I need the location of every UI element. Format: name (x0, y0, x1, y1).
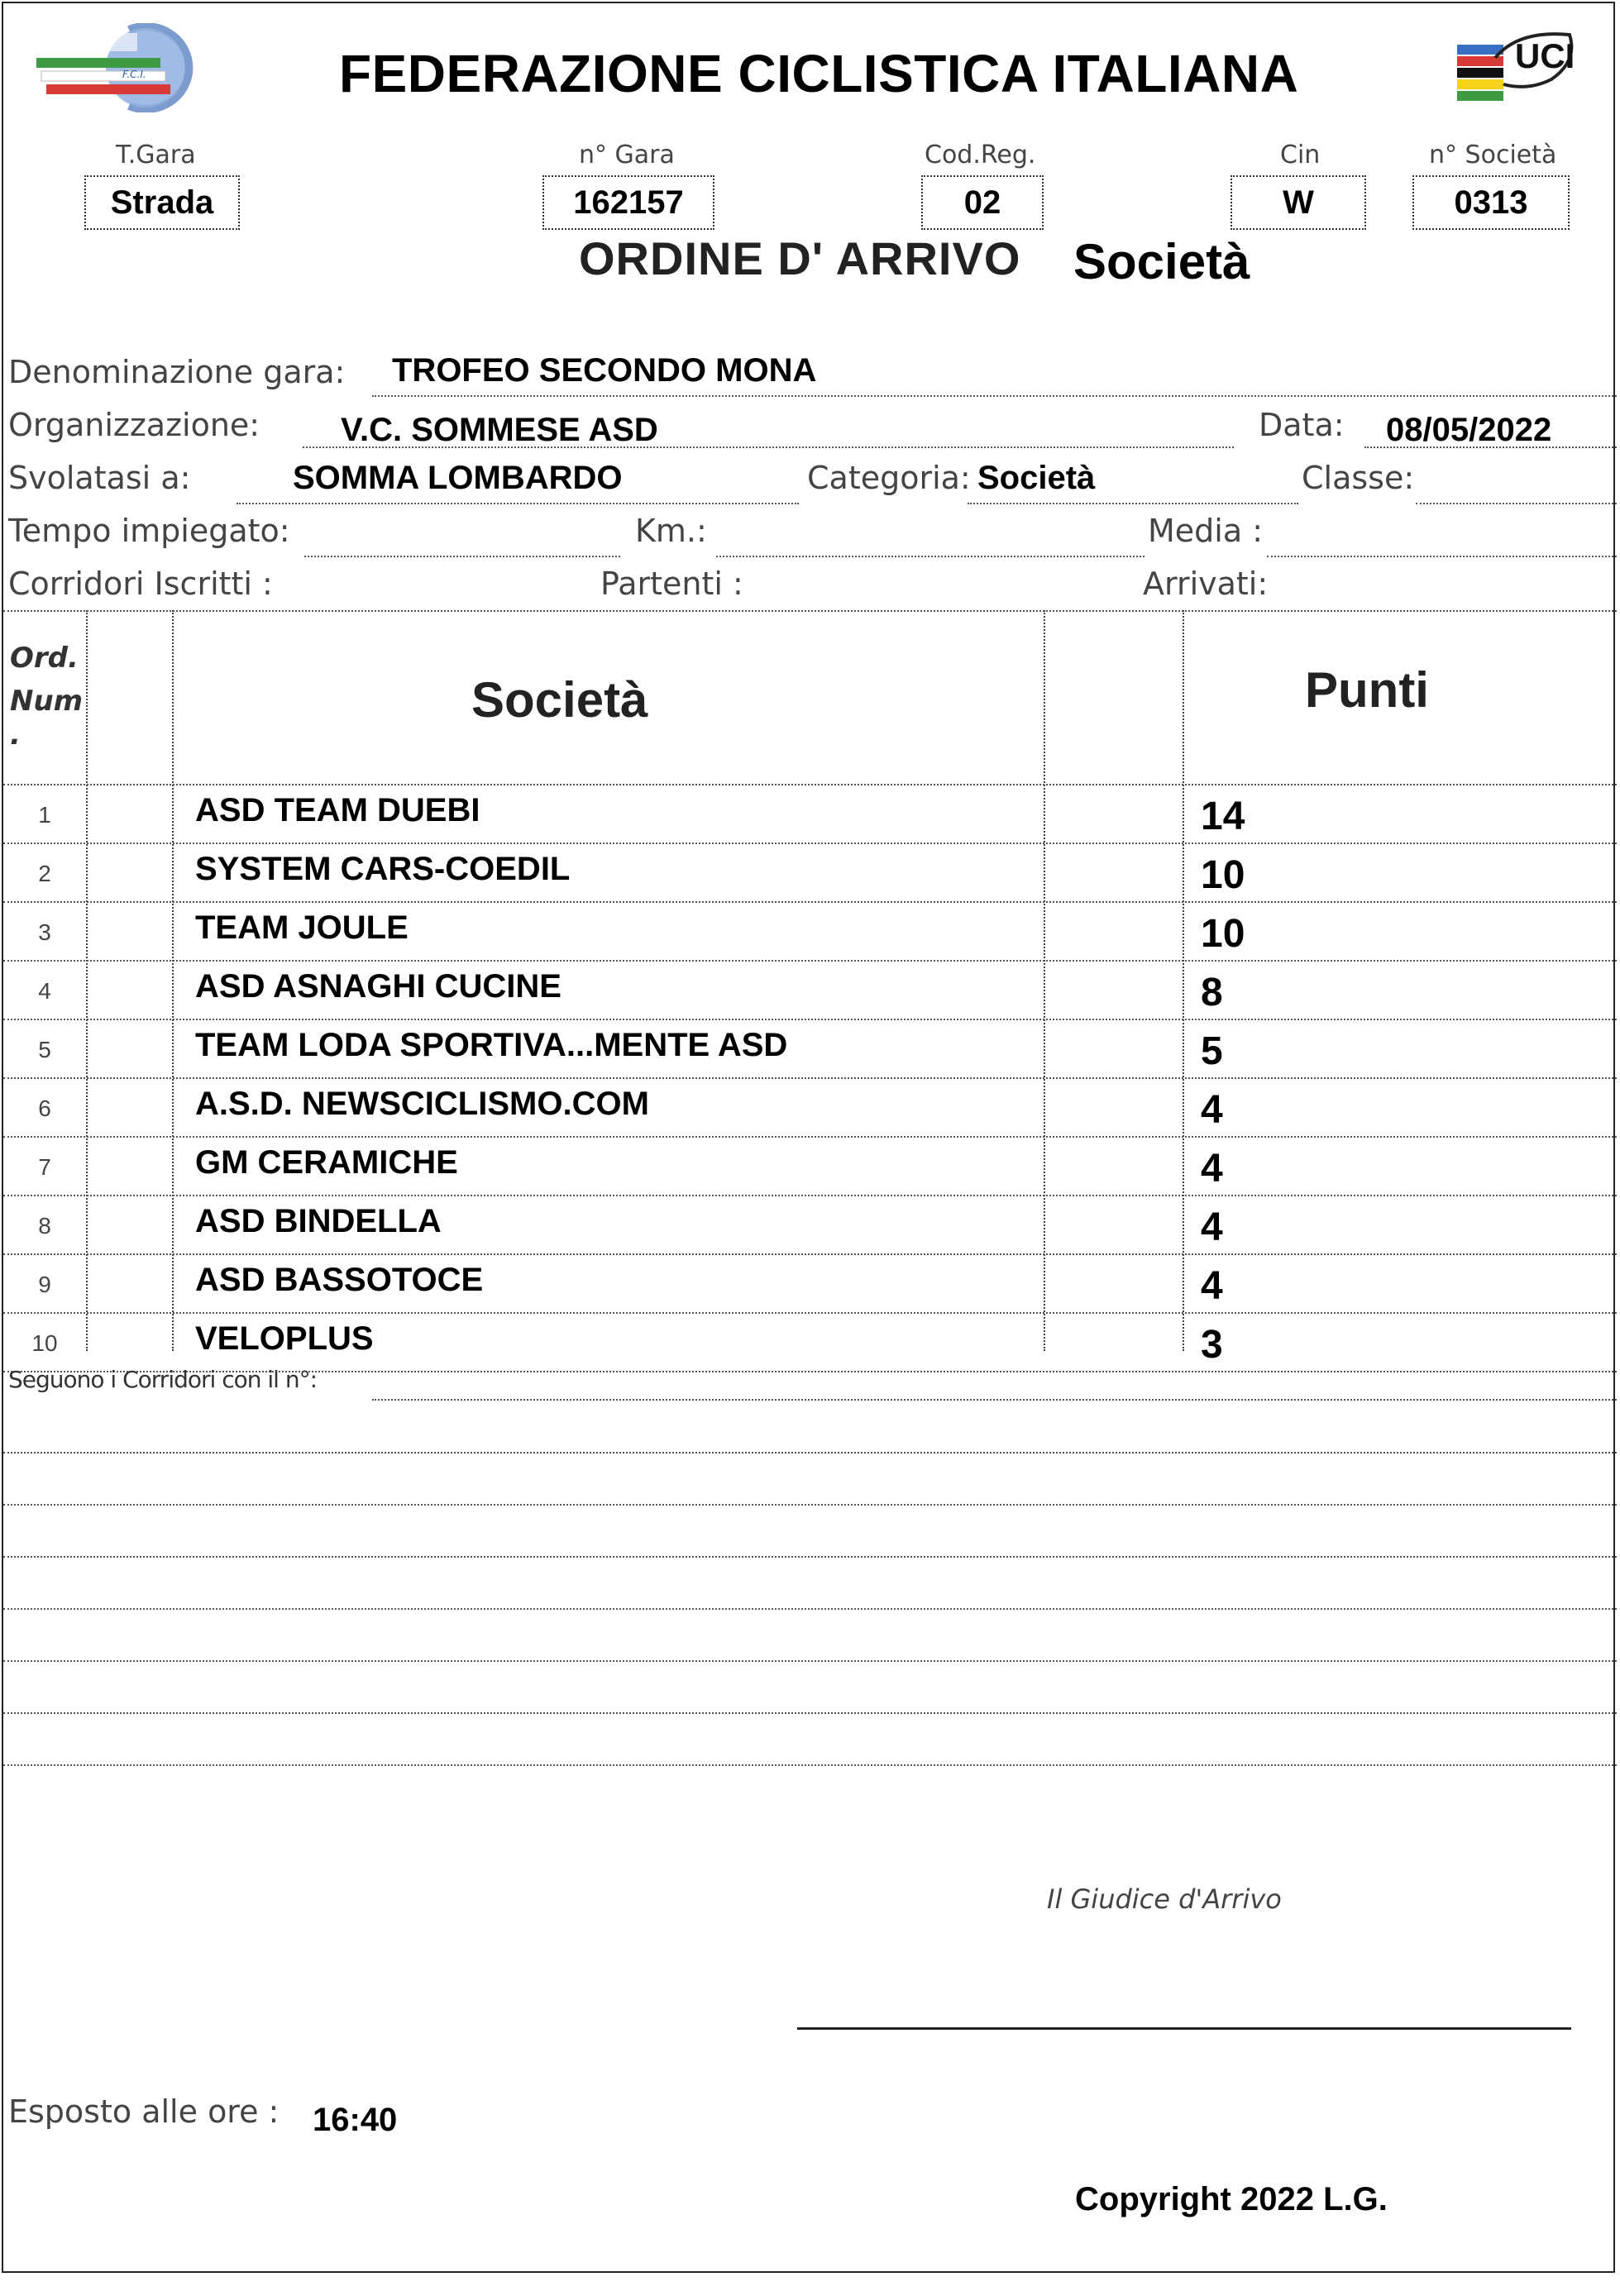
table-row-line (3, 901, 1617, 903)
note-line (3, 1452, 1617, 1453)
tgara-label: T.Gara (116, 141, 196, 169)
data-value: 08/05/2022 (1386, 412, 1552, 448)
row-societa: VELOPLUS (195, 1320, 374, 1357)
ngara-label: n° Gara (579, 141, 675, 169)
row-ord: 1 (38, 802, 51, 828)
svolatasi-value: SOMMA LOMBARDO (293, 460, 623, 496)
note-line (3, 1764, 1617, 1766)
row-societa: TEAM LODA SPORTIVA...MENTE ASD (195, 1027, 788, 1063)
table-vline-4 (1183, 610, 1184, 1351)
note-line (3, 1660, 1617, 1662)
denominazione-line (372, 395, 1617, 397)
row-ord: 6 (38, 1095, 51, 1121)
categoria-label: Categoria: (807, 460, 971, 496)
giudice-label: Il Giudice d'Arrivo (1047, 1883, 1282, 1915)
table-row-line (3, 1077, 1617, 1079)
iscritti-label: Corridori Iscritti : (8, 566, 273, 602)
tempo-line (304, 556, 620, 557)
table-row-line (3, 1019, 1617, 1020)
row-punti: 4 (1201, 1147, 1223, 1191)
table-vline-1 (86, 610, 88, 1351)
row-punti: 4 (1201, 1088, 1223, 1132)
row-societa: SYSTEM CARS-COEDIL (195, 851, 571, 887)
row-punti: 4 (1201, 1205, 1223, 1249)
col-header-societa: Società (471, 672, 648, 728)
organizzazione-value: V.C. SOMMESE ASD (341, 412, 658, 448)
row-societa: GM CERAMICHE (195, 1144, 458, 1181)
row-societa: ASD BASSOTOCE (195, 1262, 484, 1298)
table-row-line (3, 843, 1617, 844)
table-vline-3 (1044, 610, 1045, 1351)
svolatasi-line (237, 503, 799, 504)
uci-logo-text: UCI (1515, 36, 1575, 75)
cin-label: Cin (1280, 141, 1321, 169)
table-row-line (3, 784, 1617, 785)
row-punti: 3 (1201, 1323, 1223, 1367)
note-line (3, 1504, 1617, 1506)
col-header-ord-line3: . (10, 718, 21, 752)
codreg-label: Cod.Reg. (925, 141, 1036, 169)
cin-field: W (1231, 175, 1366, 230)
data-line (1364, 446, 1617, 448)
row-societa: ASD TEAM DUEBI (195, 792, 480, 828)
organizzazione-label: Organizzazione: (8, 407, 260, 443)
svolatasi-label: Svolatasi a: (8, 460, 191, 496)
fci-logo (30, 23, 203, 112)
col-header-ord (10, 637, 84, 752)
table-row-line (3, 1195, 1617, 1196)
col-header-punti: Punti (1305, 662, 1429, 718)
codreg-field: 02 (921, 175, 1044, 230)
row-punti: 8 (1201, 971, 1223, 1014)
row-societa: A.S.D. NEWSCICLISMO.COM (195, 1086, 649, 1122)
tgara-field: Strada (84, 175, 240, 230)
media-label: Media : (1148, 513, 1264, 549)
note-line (3, 1712, 1617, 1714)
row-ord: 7 (38, 1154, 51, 1180)
esposto-value: 16:40 (313, 2102, 398, 2138)
subtitle-kind: Società (1073, 234, 1250, 289)
table-row-line (3, 1253, 1617, 1255)
uci-logo (1454, 25, 1586, 116)
esposto-label: Esposto alle ore : (8, 2093, 280, 2130)
row-ord: 9 (38, 1272, 51, 1297)
page-title: FEDERAZIONE CICLISTICA ITALIANA (339, 44, 1299, 103)
row-punti: 5 (1201, 1029, 1223, 1073)
note-line (3, 1608, 1617, 1610)
classe-label: Classe: (1302, 460, 1415, 496)
row-punti: 10 (1201, 853, 1245, 897)
km-label: Km.: (635, 513, 707, 549)
col-header-ord-line2: Num (10, 685, 84, 718)
tempo-label: Tempo impiegato: (8, 513, 290, 549)
row-ord: 5 (38, 1037, 51, 1062)
denominazione-value: TROFEO SECONDO MONA (392, 352, 817, 389)
row-ord: 3 (38, 919, 51, 945)
row-societa: TEAM JOULE (195, 909, 409, 946)
subtitle-main: ORDINE D' ARRIVO (579, 232, 1021, 284)
table-top-line (3, 610, 1617, 612)
signature-line (797, 2027, 1571, 2030)
row-societa: ASD ASNAGHI CUCINE (195, 968, 562, 1005)
nsocieta-label: n° Società (1429, 141, 1557, 169)
data-label: Data: (1259, 407, 1345, 443)
partenti-label: Partenti : (600, 566, 743, 602)
row-punti: 14 (1201, 795, 1245, 838)
col-header-ord-line1: Ord. (10, 642, 79, 675)
table-row-line (3, 960, 1617, 962)
classe-line (1416, 503, 1617, 504)
table-row-line (3, 1312, 1617, 1314)
km-line (716, 556, 1145, 557)
seguono-line (372, 1399, 1617, 1401)
row-punti: 10 (1201, 912, 1245, 956)
copyright: Copyright 2022 L.G. (1075, 2181, 1388, 2217)
seguono-label: Seguono i Corridori con il n°: (8, 1366, 318, 1393)
note-line (3, 1556, 1617, 1558)
row-punti: 4 (1201, 1264, 1223, 1308)
categoria-value: Società (977, 460, 1096, 496)
fci-logo-text: F.C.I. (122, 69, 146, 80)
row-societa: ASD BINDELLA (195, 1203, 442, 1239)
table-row-line (3, 1136, 1617, 1138)
ngara-field: 162157 (542, 175, 714, 230)
organizzazione-line (303, 446, 1234, 448)
row-ord: 8 (38, 1213, 51, 1239)
row-ord: 2 (38, 861, 51, 886)
media-line (1267, 556, 1617, 557)
denominazione-label: Denominazione gara: (8, 354, 346, 390)
table-vline-2 (172, 610, 174, 1351)
row-ord: 4 (38, 978, 51, 1004)
arrivati-label: Arrivati: (1143, 566, 1269, 602)
nsocieta-field: 0313 (1412, 175, 1570, 230)
row-ord: 10 (31, 1330, 58, 1356)
categoria-line (968, 503, 1298, 504)
